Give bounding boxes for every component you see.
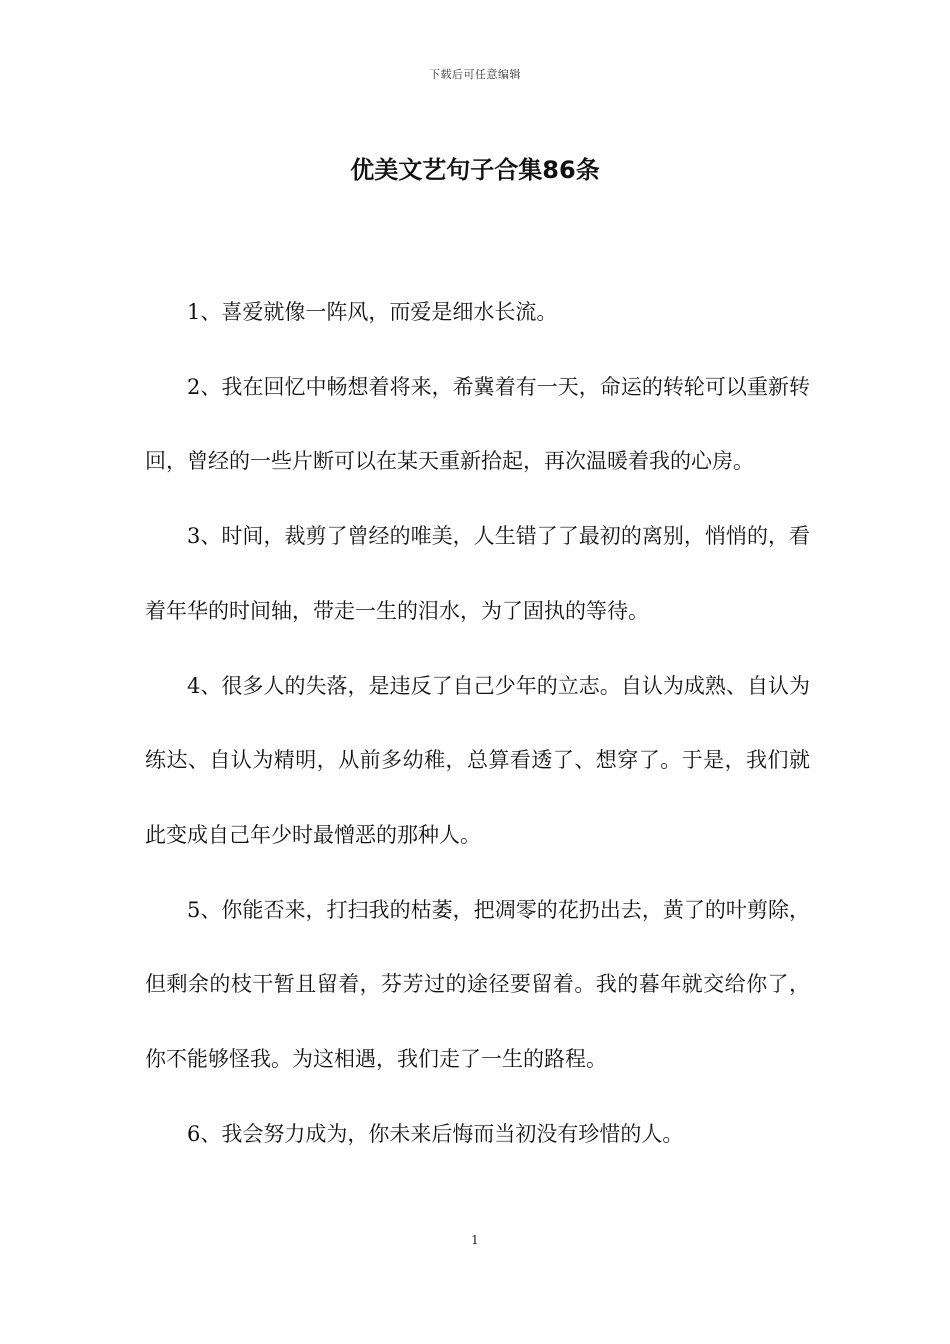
paragraph-5: 5、你能否来，打扫我的枯萎，把凋零的花扔出去，黄了的叶剪除，但剩余的枝干暂且留着，芬芳过的途径要留着。我的暮年就交给你了，你不能够怪我。为这相遇，我们走了一生的路程。 xyxy=(145,897,810,1072)
paragraph-2: 2、我在回忆中畅想着将来，希冀着有一天，命运的转轮可以重新转回，曾经的一些片断可以在某天重新拾起，再次温暖着我的心房。 xyxy=(145,374,810,474)
paragraph-3: 3、时间，裁剪了曾经的唯美，人生错了了最初的离别，悄悄的，看着年华的时间轴，带走一生的泪水，为了固执的等待。 xyxy=(145,524,810,623)
document-title: 优美文艺句子合集86条 xyxy=(350,156,600,184)
page-number: 1 xyxy=(471,1233,479,1247)
document-body xyxy=(145,275,810,1171)
paragraph-1: 1、喜爱就像一阵风，而爱是细水长流。 xyxy=(187,300,558,324)
header-note: 下载后可任意编辑 xyxy=(429,68,521,81)
paragraph-4: 4、很多人的失落，是违反了自己少年的立志。自认为成熟、自认为练达、自认为精明，从前多幼稚，总算看透了、想穿了。于是，我们就此变成自己年少时最憎恶的那种人。 xyxy=(145,673,810,847)
paragraph-6: 6、我会努力成为，你未来后悔而当初没有珍惜的人。 xyxy=(187,1121,684,1146)
